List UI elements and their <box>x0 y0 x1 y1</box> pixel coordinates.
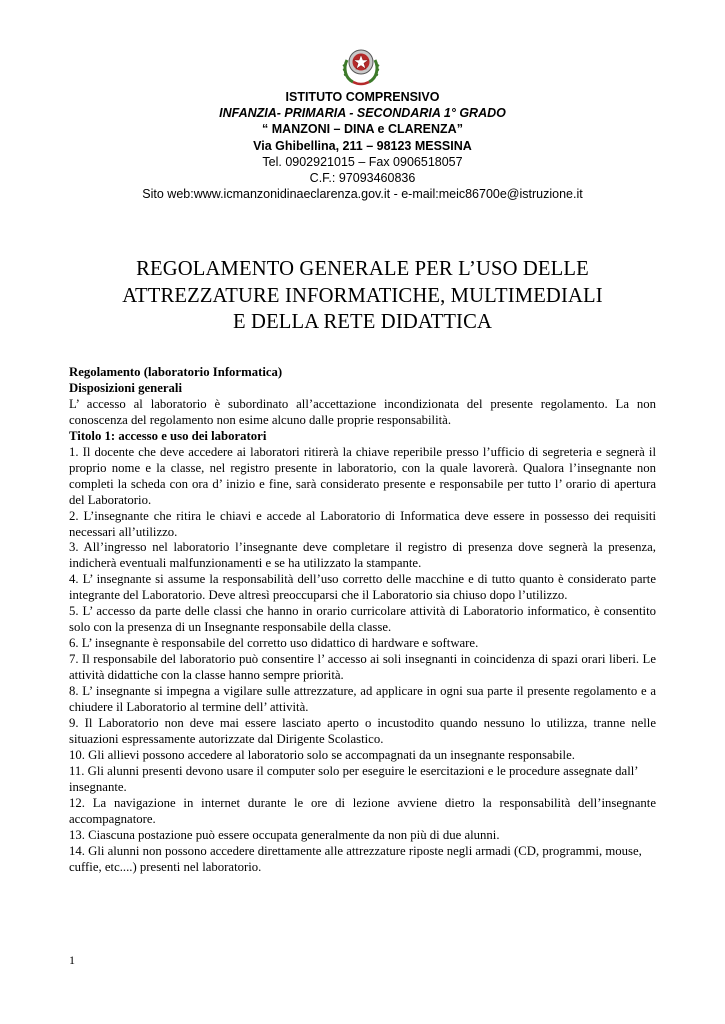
page-number: 1 <box>69 953 75 967</box>
school-tax-code: C.F.: 97093460836 <box>309 171 416 186</box>
regulation-heading: Regolamento (laboratorio Informatica) <box>69 365 283 379</box>
section-heading: Titolo 1: accesso e uso dei laboratori <box>69 428 267 443</box>
school-phone-fax: Tel. 0902921015 – Fax 0906518057 <box>262 154 463 169</box>
school-header <box>60 89 665 202</box>
school-address: Via Ghibellina, 211 – 98123 MESSINA <box>253 138 472 153</box>
school-levels: INFANZIA- PRIMARIA - SECONDARIA 1° GRADO <box>219 106 506 121</box>
italian-republic-emblem-icon <box>341 42 381 86</box>
rule-item: 9. Il Laboratorio non deve mai essere lasciato aperto o incustodito quando nessuno lo utilizza, tranne nelle situazioni espressamente autorizzate dal Dirigente Scolastico. <box>69 715 656 746</box>
rule-item: 7. Il responsabile del laboratorio può consentire l’ accesso ai soli insegnanti in coincidenza di spazi orari liberi. Le attività didattiche con la classe hanno sempre priorità. <box>69 652 656 683</box>
document-title-line: ATTREZZATURE INFORMATICHE, MULTIMEDIALI <box>122 284 603 307</box>
rule-item: 13. Ciascuna postazione può essere occupata generalmente da non più di due alunni. <box>69 827 500 842</box>
document-title-line: E DELLA RETE DIDATTICA <box>233 311 492 333</box>
rule-item: 11. Gli alunni presenti devono usare il computer solo per eseguire le esercitazioni e le procedure assegnate dall’ insegnante. <box>69 763 638 794</box>
rule-item: 6. L’ insegnante è responsabile del corretto uso didattico di hardware e software. <box>69 636 479 651</box>
school-title: “ MANZONI – DINA e CLARENZA” <box>262 122 463 137</box>
school-name: ISTITUTO COMPRENSIVO <box>285 90 440 104</box>
rule-item: 2. L’insegnante che ritira le chiavi e accede al Laboratorio di Informatica deve essere in possesso dei requisiti necessari all’utilizzo. <box>69 508 656 539</box>
document-title <box>60 256 665 336</box>
document-title-line: REGOLAMENTO GENERALE PER L’USO DELLE <box>136 258 589 280</box>
rule-item: 12. La navigazione in internet durante le ore di lezione avviene dietro la responsabilità dell’insegnante accompagnatore. <box>69 795 656 826</box>
rule-item: 1. Il docente che deve accedere ai laboratori ritirerà la chiave reperibile presso l’ufficio di segreteria e segnerà il proprio nome e la classe, nel registro presente in laboratorio, con la quale lavorerà. Qualora l’insegnante non completi la scheda con ora d’ inizio e fine, sarà considerato presente e responsabile per tutto l’ orario di apertura del Laboratorio. <box>69 444 656 507</box>
rule-item: 8. L’ insegnante si impegna a vigilare sulle attrezzature, ad applicare in ogni sua parte il presente regolamento e a chiudere il Laboratorio al termine dell’ attività. <box>69 684 656 715</box>
rule-item: 5. L’ accesso da parte delle classi che hanno in orario curricolare attività di Laboratorio informatico, è consentito solo con la presenza di un Insegnante responsabile della classe. <box>69 604 656 635</box>
rule-item: 14. Gli alunni non possono accedere direttamente alle attrezzature riposte negli armadi (CD, programmi, mouse, cuffie, etc....) presenti nel laboratorio. <box>69 843 642 874</box>
rule-item: 10. Gli allievi possono accedere al laboratorio solo se accompagnati da un insegnante responsabile. <box>69 747 575 762</box>
general-provisions-text: L’ accesso al laboratorio è subordinato all’accettazione incondizionata del presente regolamento. La non conoscenza del regolamento non esime alcuno dalle proprie responsabilità. <box>69 396 656 427</box>
general-provisions-heading: Disposizioni generali <box>69 380 182 395</box>
rule-item: 3. All’ingresso nel laboratorio l’insegnante deve completare il registro di presenza dove segnerà la presenza, indicherà eventuali malfunzionamenti e se ha utilizzato la stampante. <box>69 540 656 571</box>
rule-item: 4. L’ insegnante si assume la responsabilità dell’uso corretto delle macchine e di tutto quanto è considerato parte integrante del Laboratorio. Deve altresì preoccuparsi che il Laboratorio sia chiuso dopo l’utilizzo. <box>69 572 656 603</box>
school-web-email: Sito web:www.icmanzonidinaeclarenza.gov.it - e-mail:meic86700e@istruzione.it <box>142 187 583 202</box>
regulation-body <box>69 365 656 876</box>
